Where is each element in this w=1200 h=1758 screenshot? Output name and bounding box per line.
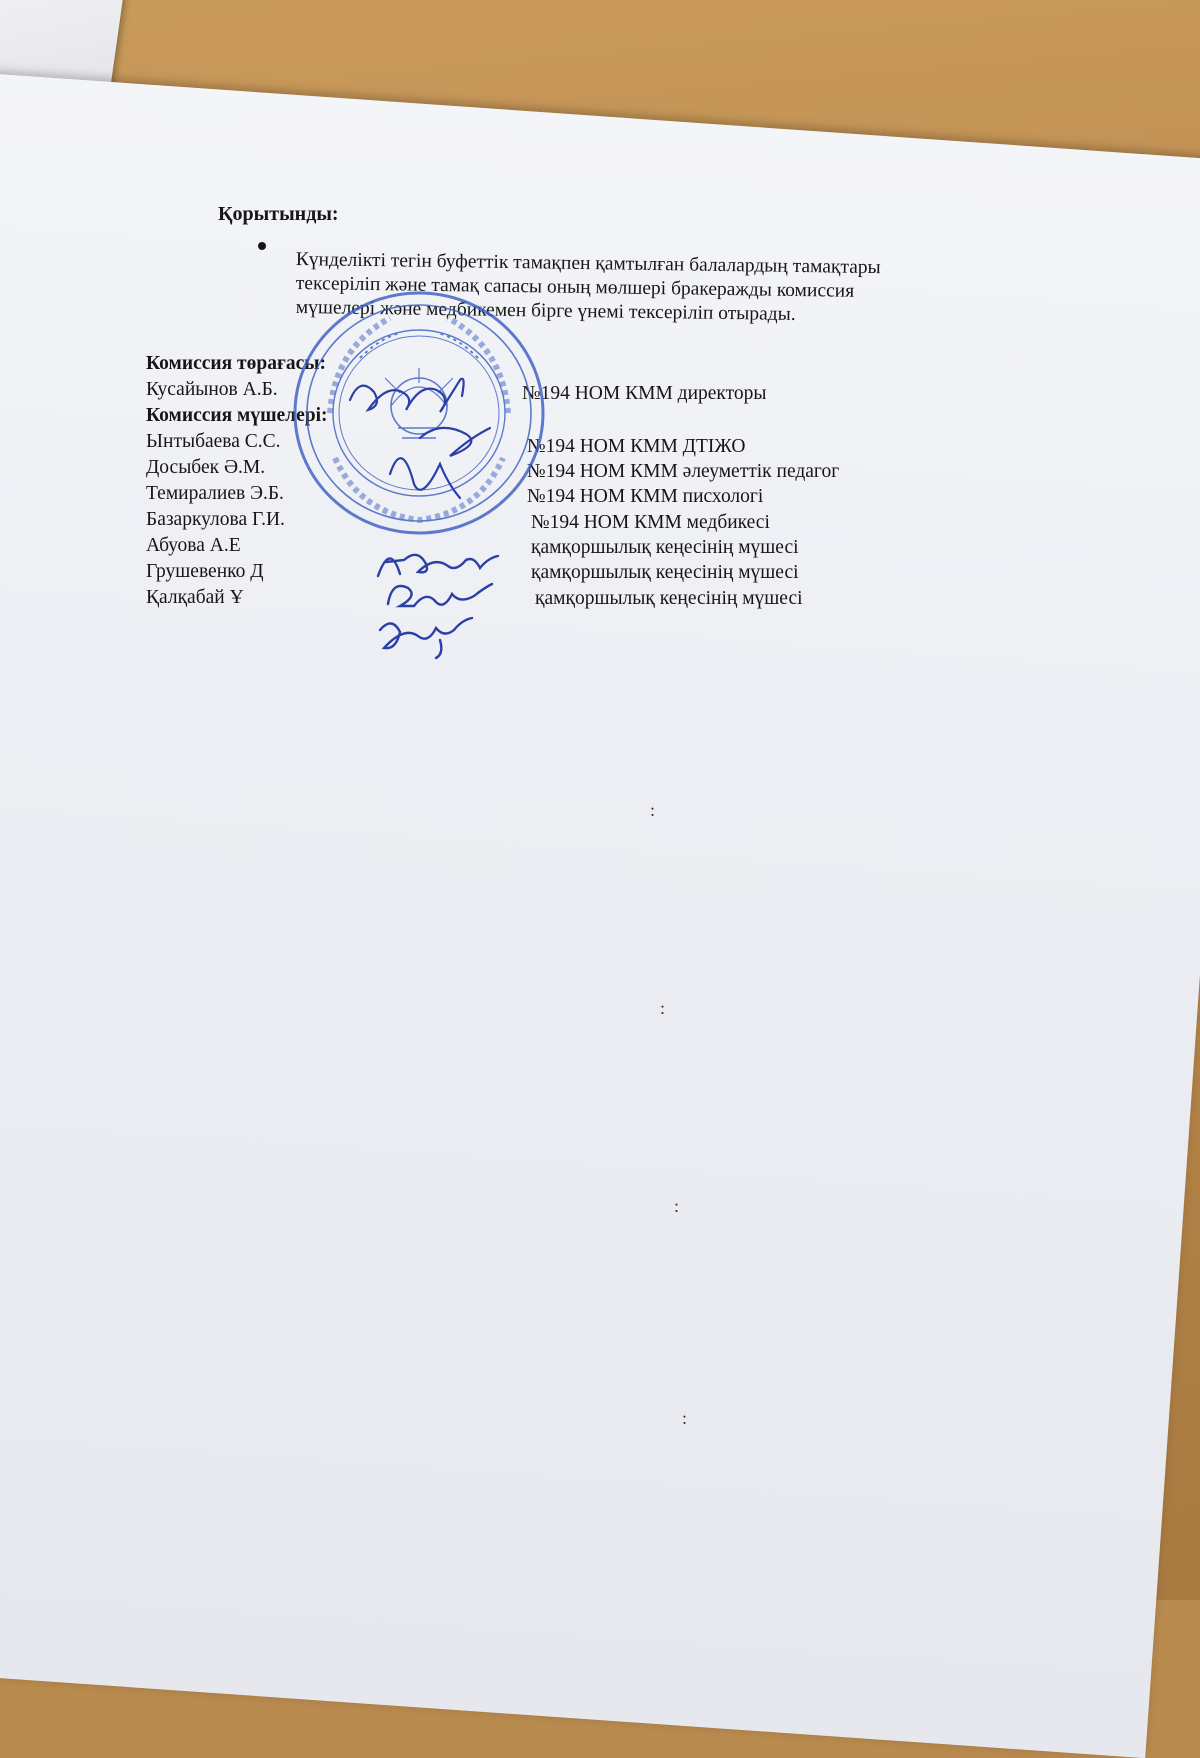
conclusion-heading: Қорытынды: xyxy=(218,203,339,225)
members-label: Комиссия мүшелері: xyxy=(146,405,328,426)
bullet-line-3: мүшелері және медбикемен бірге үнемі тексеріліп отырады. xyxy=(295,297,796,325)
member-role: №194 НОМ КММ әлеуметтік педагог xyxy=(527,461,840,482)
member-name: Абуова А.Е xyxy=(146,535,241,556)
member-role: қамқоршылық кеңесінің мүшесі xyxy=(531,562,799,583)
member-name: Темиралиев Э.Б. xyxy=(146,483,284,504)
colon-mark: : xyxy=(682,1408,688,1428)
bullet-line-2: тексеріліп және тамақ сапасы оның мөлшері бракеражды комиссия xyxy=(295,273,855,302)
chair-label: Комиссия төрағасы: xyxy=(146,353,326,374)
chair-name: Кусайынов А.Б. xyxy=(146,379,278,400)
colon-mark: : xyxy=(660,998,666,1018)
member-role: №194 НОМ КММ писхологі xyxy=(527,486,764,507)
member-name: Базаркулова Г.И. xyxy=(146,509,285,530)
colon-mark: : xyxy=(650,800,656,820)
member-role: №194 НОМ КММ ДТІЖО xyxy=(527,436,746,457)
chair-role: №194 НОМ КММ директоры xyxy=(522,383,767,404)
member-role: №194 НОМ КММ медбикесі xyxy=(531,512,770,533)
member-role: қамқоршылық кеңесінің мүшесі xyxy=(535,588,803,609)
bullet-line-1: Күнделікті тегін буфеттік тамақпен қамтылған балалардың тамақтары xyxy=(295,249,881,279)
signature-grushevenko-icon xyxy=(378,574,498,616)
bullet-icon xyxy=(258,242,266,250)
member-name: Грушевенко Д xyxy=(146,561,264,582)
official-stamp-icon xyxy=(290,288,548,538)
signature-abuova-icon xyxy=(370,538,510,586)
colon-mark: : xyxy=(674,1196,680,1216)
member-name: Ынтыбаева С.С. xyxy=(146,431,281,452)
member-role: қамқоршылық кеңесінің мүшесі xyxy=(531,537,799,558)
member-name: Қалқабай Ұ xyxy=(146,587,244,608)
signature-kalkabai-icon xyxy=(370,610,480,660)
member-name: Досыбек Ә.М. xyxy=(146,457,266,478)
